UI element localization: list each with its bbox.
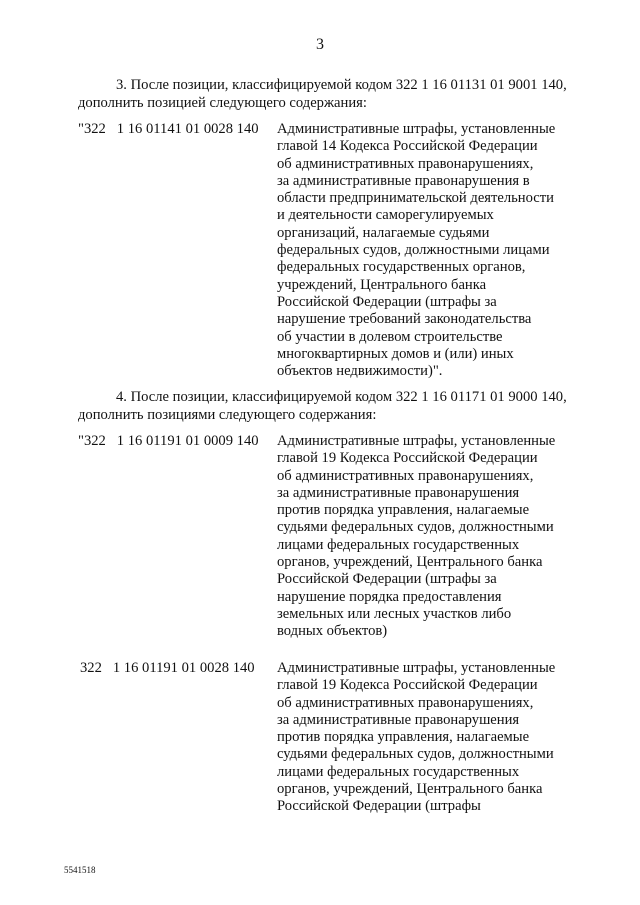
entry-1-line: объектов недвижимости)". — [277, 363, 443, 380]
entry-3-line: лицами федеральных государственных — [277, 763, 520, 780]
entry-2-line: лицами федеральных государственных — [277, 536, 520, 553]
entry-3-line: за административные правонарушения — [277, 711, 520, 728]
entry-3-line: против порядка управления, налагаемые — [277, 729, 530, 746]
paragraph-4-line-1: 4. После позиции, классифицируемой кодом 322 1 16 01171 01 9000 140, — [116, 389, 567, 405]
entry-2-line: земельных или лесных участков либо — [277, 605, 512, 622]
entry-1-line: Административные штрафы, установленные — [277, 121, 556, 137]
entry-3-line: органов, учреждений, Центрального банка — [277, 781, 543, 798]
entry-1-line: многоквартирных домов и (или) иных — [277, 345, 514, 362]
paragraph-3-line-2: дополнить позицией следующего содержания: — [78, 95, 367, 111]
entry-2-line: водных объектов) — [277, 623, 388, 640]
paragraph-3-line-1: 3. После позиции, классифицируемой кодом 322 1 16 01131 01 9001 140, — [116, 77, 567, 93]
page-number: 3 — [316, 36, 324, 53]
entry-1-line: главой 14 Кодекса Российской Федерации — [277, 138, 538, 155]
entry-1-line: за административные правонарушения в — [277, 172, 530, 189]
entry-1-line: об административных правонарушениях, — [277, 155, 534, 172]
entry-3-line: главой 19 Кодекса Российской Федерации — [277, 677, 538, 694]
entry-2-code: "322 1 16 01191 01 0009 140 — [78, 433, 259, 449]
entry-1-line: федеральных государственных органов, — [277, 259, 526, 276]
entry-3-code: 322 1 16 01191 01 0028 140 — [80, 660, 255, 676]
entry-3-line: судьями федеральных судов, должностными — [277, 746, 554, 763]
entry-1-line: Российской Федерации (штрафы за — [277, 293, 497, 310]
entry-1-line: федеральных судов, должностными лицами — [277, 242, 550, 259]
entry-3-description — [277, 660, 577, 816]
entry-3-line: Российской Федерации (штрафы — [277, 798, 481, 815]
entry-2-line: Российской Федерации (штрафы за — [277, 571, 497, 588]
paragraph-4 — [78, 388, 570, 424]
entry-1-line: и деятельности саморегулируемых — [277, 207, 494, 224]
entry-3-line: об административных правонарушениях, — [277, 694, 534, 711]
entry-2-description — [277, 433, 577, 641]
entry-1-line: области предпринимательской деятельности — [277, 190, 554, 207]
entry-1-code: "322 1 16 01141 01 0028 140 — [78, 121, 259, 137]
entry-2-line: против порядка управления, налагаемые — [277, 502, 530, 519]
entry-1-line: нарушение требований законодательства — [277, 311, 532, 328]
entry-2-line: Административные штрафы, установленные — [277, 433, 556, 449]
paragraph-3 — [78, 76, 570, 112]
entry-1-description — [277, 121, 577, 380]
entry-3-line: Административные штрафы, установленные — [277, 660, 556, 676]
paragraph-4-line-2: дополнить позициями следующего содержания: — [78, 407, 377, 423]
entry-2-line: судьями федеральных судов, должностными — [277, 519, 554, 536]
entry-2-line: органов, учреждений, Центрального банка — [277, 554, 543, 571]
entry-2-line: главой 19 Кодекса Российской Федерации — [277, 450, 538, 467]
entry-1-line: учреждений, Центрального банка — [277, 276, 487, 293]
entry-2-line: об административных правонарушениях, — [277, 467, 534, 484]
entry-1-line: об участии в долевом строительстве — [277, 328, 503, 345]
entry-2-line: за административные правонарушения — [277, 484, 520, 501]
entry-2-line: нарушение порядка предоставления — [277, 588, 502, 605]
document-id: 5541518 — [64, 865, 96, 875]
entry-1-line: организаций, налагаемые судьями — [277, 224, 490, 241]
